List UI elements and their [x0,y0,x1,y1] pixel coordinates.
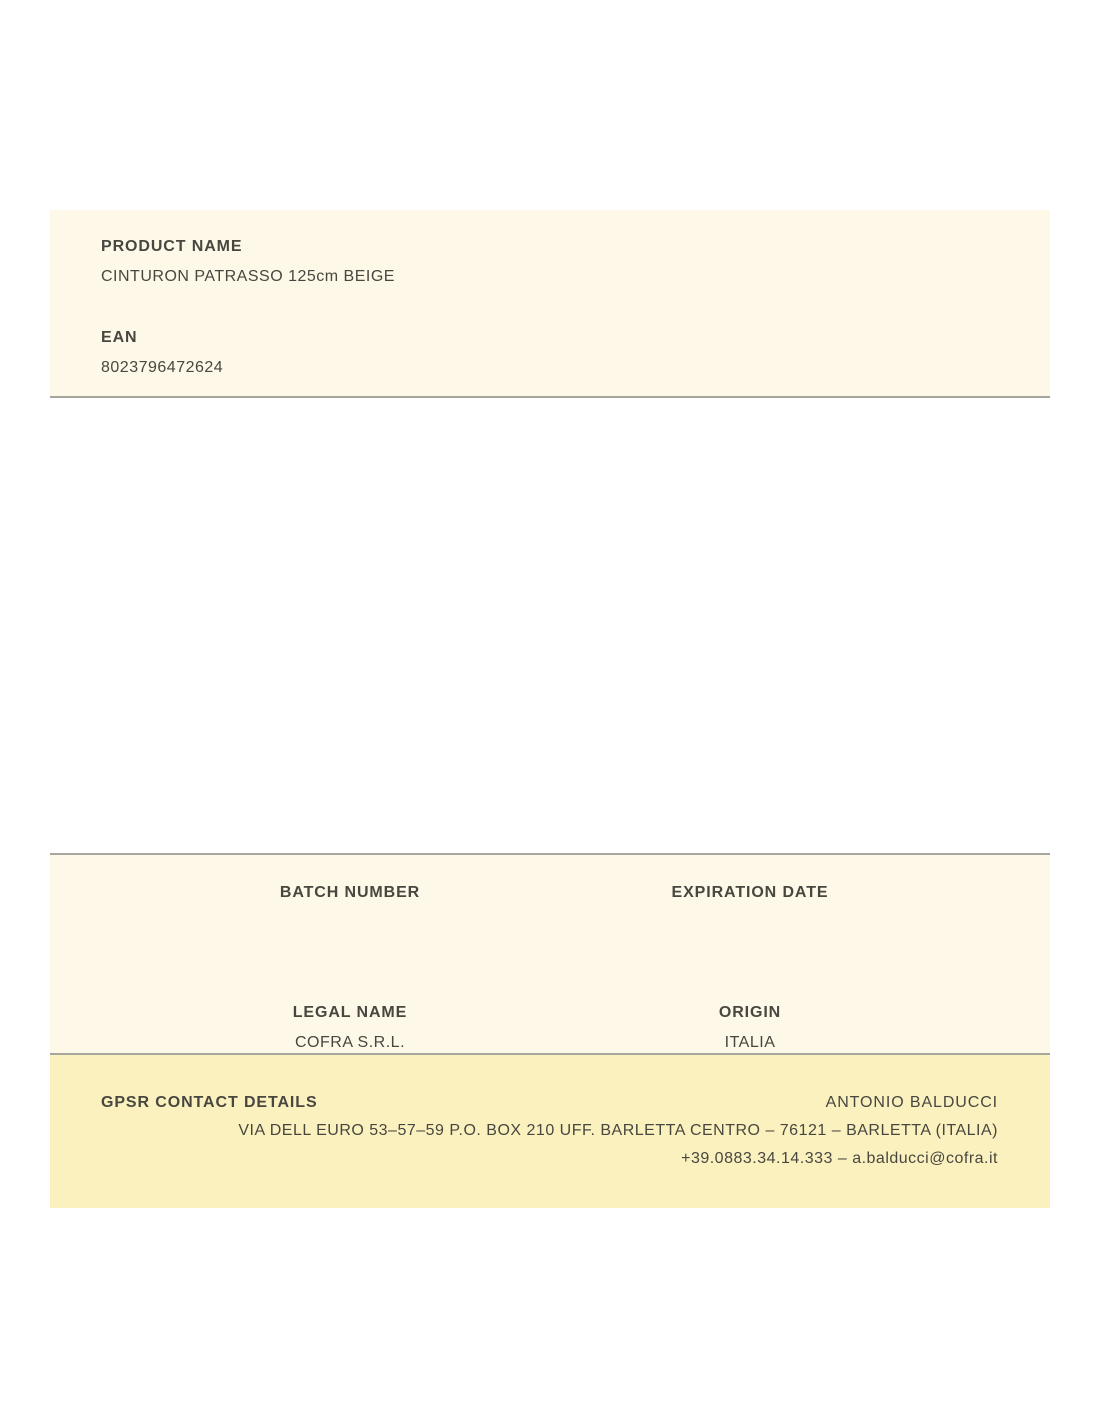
batch-number-value [150,913,550,932]
details-row-spacer [150,932,950,1003]
details-row-batch-expiration [150,883,950,932]
batch-details-panel [50,853,1050,1055]
ean-label: EAN [101,329,138,346]
ean-field [101,328,1000,377]
product-name-label: PRODUCT NAME [101,238,243,255]
gpsr-contact-phone-email: +39.0883.34.14.333 – a.balducci@cofra.it [681,1150,998,1167]
product-name-field [101,237,1000,286]
gpsr-contact-panel [50,1055,1050,1208]
expiration-date-label: EXPIRATION DATE [671,884,829,901]
gpsr-contact-heading: GPSR CONTACT DETAILS [101,1094,318,1111]
gpsr-contact-name: ANTONIO BALDUCCI [825,1094,998,1111]
batch-number-label: BATCH NUMBER [279,884,421,901]
product-name-value: CINTURON PATRASSO 125cm BEIGE [101,268,395,285]
origin-label: ORIGIN [718,1004,782,1021]
gpsr-contact-header-row [101,1093,998,1112]
batch-number-cell [150,883,550,932]
legal-name-label: LEGAL NAME [292,1004,408,1021]
gpsr-contact-address: VIA DELL EURO 53–57–59 P.O. BOX 210 UFF. BARLETTA CENTRO – 76121 – BARLETTA (ITALIA) [238,1122,998,1139]
expiration-date-value [550,913,950,932]
expiration-date-cell [550,883,950,932]
legal-name-cell [150,1003,550,1052]
details-row-legal-origin [150,1003,950,1052]
product-info-panel [50,210,1050,398]
legal-name-value: COFRA S.R.L. [294,1034,406,1051]
origin-cell [550,1003,950,1052]
origin-value: ITALIA [724,1034,776,1051]
ean-value: 8023796472624 [101,359,224,376]
